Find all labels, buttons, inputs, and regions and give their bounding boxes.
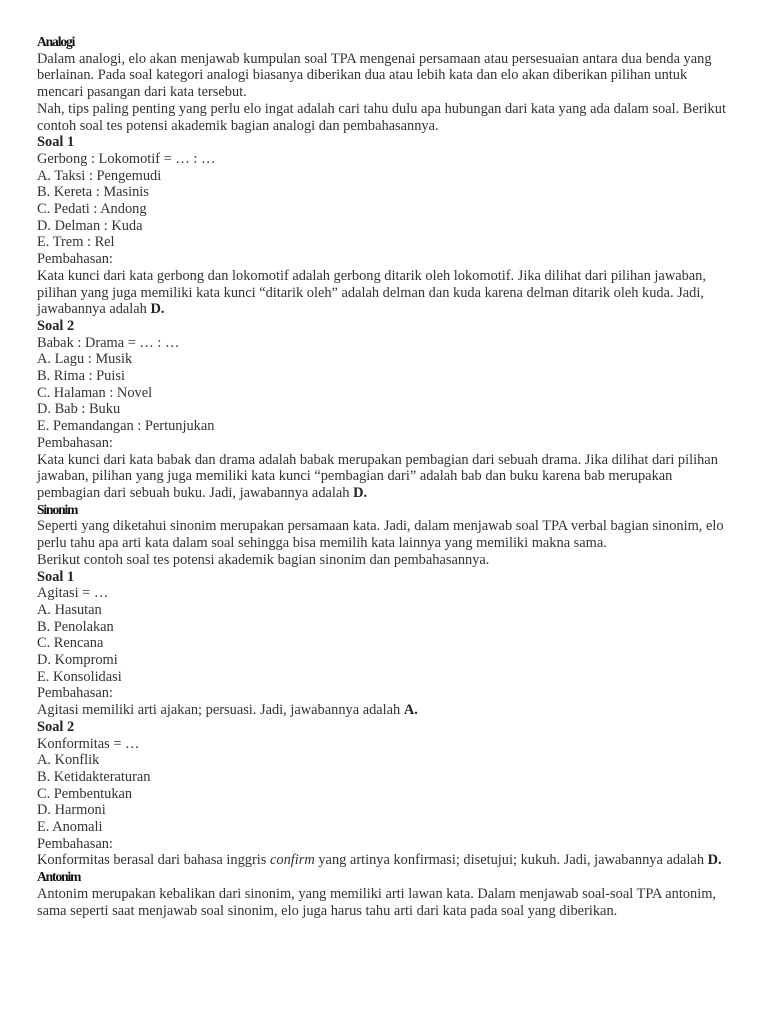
answer-key: D. [707,852,722,869]
answer-option: E. Anomali [37,819,103,836]
answer-option: A. Taksi : Pengemudi [37,167,162,184]
pembahasan-label: Pembahasan: [37,685,113,702]
answer-option: D. Harmoni [37,802,106,819]
answer-option: B. Ketidakteraturan [37,768,151,785]
answer-option: B. Rima : Puisi [37,368,125,385]
answer-option: C. Pedati : Andong [37,201,147,218]
section-heading-sinonim: Sinonim [37,501,78,517]
explanation-text: yang artinya konfirmasi; disetujui; kukuh. Jadi, jawabannya adalah [314,852,708,869]
pembahasan-label: Pembahasan: [37,251,113,268]
paragraph: Seperti yang diketahui sinonim merupakan persamaan kata. Jadi, dalam menjawab soal TPA verbal bagian sinonim, elo perlu tahu apa arti kata dalam soal sehingga bisa memilih kata lainnya yang memiliki makna sama. [37,518,724,552]
answer-option: A. Lagu : Musik [37,351,133,368]
paragraph: Nah, tips paling penting yang perlu elo ingat adalah cari tahu dulu apa hubungan dari kata yang ada dalam soal. Berikut contoh soal tes potensi akademik bagian analogi dan pembahasannya. [37,100,726,134]
explanation-text: Agitasi memiliki arti ajakan; persuasi. Jadi, jawabannya adalah [37,702,404,719]
explanation [37,852,737,869]
pembahasan-label: Pembahasan: [37,434,113,451]
question-text: Gerbong : Lokomotif = … : … [37,150,216,167]
answer-option: C. Rencana [37,635,104,652]
answer-option: A. Hasutan [37,601,102,618]
explanation [37,452,737,502]
question-title: Soal 2 [37,718,75,735]
explanation-italic-term: confirm [269,852,315,869]
paragraph: Berikut contoh soal tes potensi akademik bagian sinonim dan pembahasannya. [37,551,490,568]
answer-key: D. [150,301,165,318]
question-text: Agitasi = … [37,585,109,602]
answer-option: C. Halaman : Novel [37,384,153,401]
explanation [37,702,737,719]
section-heading-antonim: Antonim [37,869,81,885]
question-text: Konformitas = … [37,735,140,752]
section-heading-analogi: Analogi [37,34,75,49]
explanation-text: Kata kunci dari kata babak dan drama adalah babak merupakan pembagian dari sebuah drama. Jika dilihat dari pilihan jawaban, pilihan yang juga memiliki kata kunci “pembagian dari” adalah bab dan buku karena bab merupakan pembagian dari sebuah buku. Jadi, jawabannya adalah [37,451,718,501]
document-body [37,34,737,919]
answer-option: B. Penolakan [37,618,114,635]
explanation [37,268,737,318]
answer-key: A. [403,702,418,719]
answer-option: E. Pemandangan : Pertunjukan [37,418,215,435]
answer-option: E. Konsolidasi [37,668,122,685]
explanation-text: Kata kunci dari kata gerbong dan lokomotif adalah gerbong ditarik oleh lokomotif. Jika dilihat dari pilihan jawaban, pilihan yang juga memiliki kata kunci “ditarik oleh” adalah delman dan kuda karena delman ditarik oleh kuda. Jadi, jawabannya adalah [37,267,706,318]
question-text: Babak : Drama = … : … [37,334,180,351]
answer-option: A. Konflik [37,752,100,769]
answer-option: E. Trem : Rel [37,234,115,251]
answer-key: D. [353,484,368,501]
answer-option: D. Kompromi [37,652,118,669]
question-title: Soal 1 [37,568,75,585]
paragraph: Antonim merupakan kebalikan dari sinonim, yang memiliki arti lawan kata. Dalam menjawab soal-soal TPA antonim, sama seperti saat menjawab soal sinonim, elo juga harus tahu arti dari kata pada soal yang diberikan. [37,885,717,919]
answer-option: D. Bab : Buku [37,401,121,418]
question-title: Soal 2 [37,317,75,334]
question-title: Soal 1 [37,134,75,151]
explanation-text: Konformitas berasal dari bahasa inggris [37,852,270,869]
paragraph: Dalam analogi, elo akan menjawab kumpulan soal TPA mengenai persamaan atau persesuaian antara dua benda yang berlainan. Pada soal kategori analogi biasanya diberikan dua atau lebih kata dan elo akan diberikan pilihan untuk mencari pasangan dari kata tersebut. [37,50,712,101]
answer-option: D. Delman : Kuda [37,217,143,234]
answer-option: B. Kereta : Masinis [37,184,149,201]
pembahasan-label: Pembahasan: [37,835,113,852]
answer-option: C. Pembentukan [37,785,133,802]
